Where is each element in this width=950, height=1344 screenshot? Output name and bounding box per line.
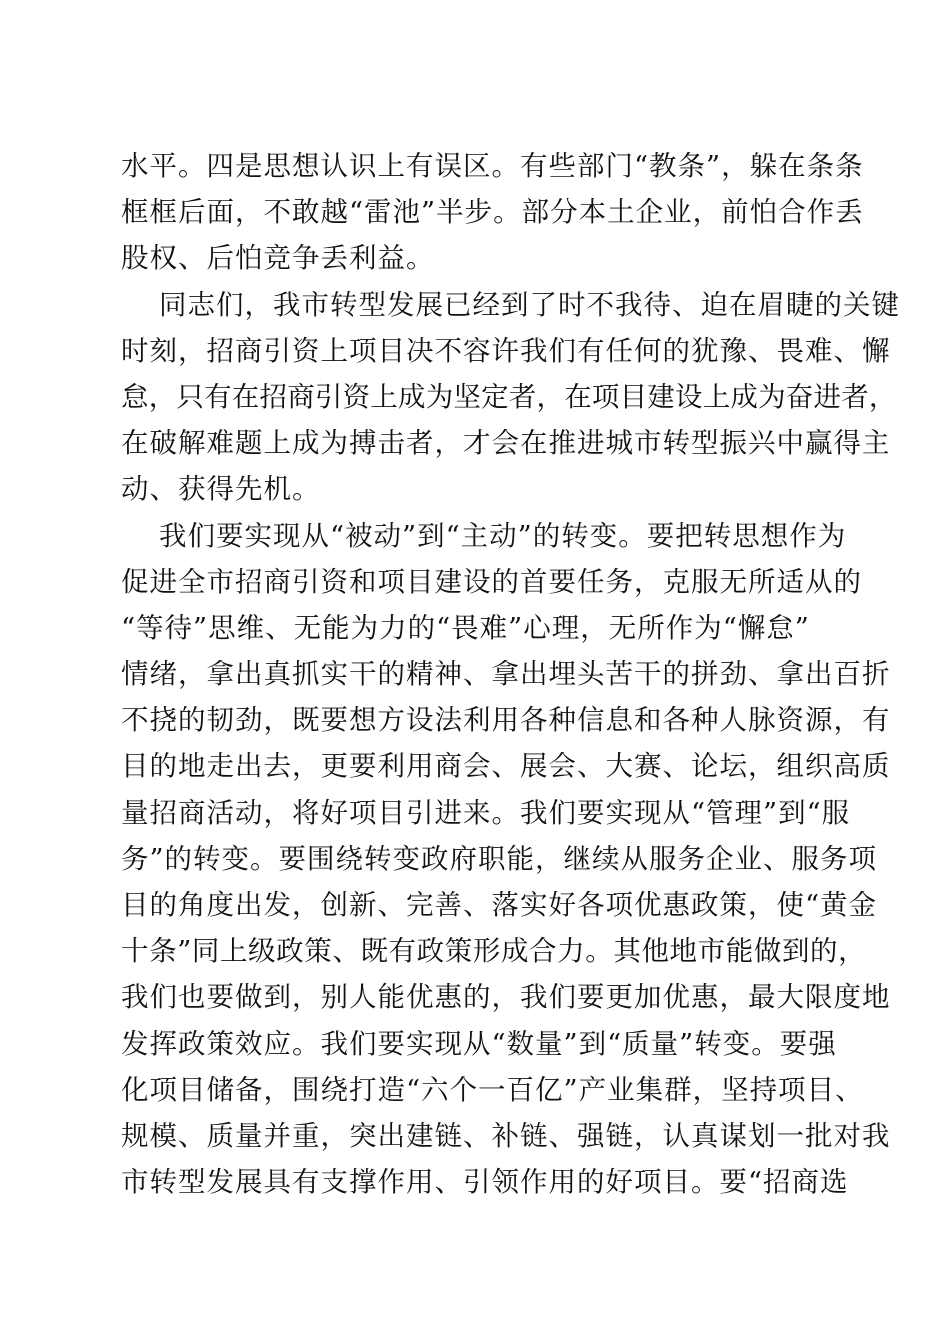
text-line: 不挠的韧劲，既要想方设法利用各种信息和各种人脉资源，有 [121,704,891,737]
text-line: 在破解难题上成为搏击者，才会在推进城市转型振兴中赢得主 [121,427,891,460]
text-line: 务”的转变。要围绕转变政府职能，继续从服务企业、服务项 [121,842,878,875]
text-line: 十条”同上级政策、既有政策形成合力。其他地市能做到的， [121,935,867,968]
text-line: 目的角度出发，创新、完善、落实好各项优惠政策，使“黄金 [121,889,878,921]
text-line: 股权、后怕竞争丢利益。 [121,242,435,275]
text-line: 情绪，拿出真抓实干的精神、拿出埋头苦干的拼劲、拿出百折 [121,658,891,691]
text-line: 时刻，招商引资上项目决不容许我们有任何的犹豫、畏难、懈 [121,334,891,367]
text-line: 量招商活动，将好项目引进来。我们要实现从“管理”到“服 [121,796,851,829]
text-line: 框框后面，不敢越“雷池”半步。部分本土企业，前怕合作丢 [121,196,864,229]
text-line: 发挥政策效应。我们要实现从“数量”到“质量”转变。要强 [121,1027,837,1060]
text-line: 规模、质量并重，突出建链、补链、强链，认真谋划一批对我 [121,1119,891,1152]
text-line: 水平。四是思想认识上有误区。有些部门“教条”，躲在条条 [121,150,864,182]
text-line: 动、获得先机。 [121,473,321,506]
text-line: 市转型发展具有支撑作用、引领作用的好项目。要“招商选 [121,1166,849,1199]
body-text [121,143,900,1205]
text-line: 化项目储备，围绕打造“六个一百亿”产业集群，坚持项目、 [121,1073,864,1106]
text-line: 我们也要做到，别人能优惠的，我们要更加优惠，最大限度地 [121,981,891,1014]
text-line: “等待”思维、无能为力的“畏难”心理，无所作为“懈怠” [121,611,810,644]
text-line: 同志们，我市转型发展已经到了时不我待、迫在眉睫的关键 [159,288,900,321]
text-line: 目的地走出去，更要利用商会、展会、大赛、论坛，组织高质 [121,750,891,783]
text-line: 怠，只有在招商引资上成为坚定者，在项目建设上成为奋进者， [121,380,897,413]
text-line: 我们要实现从“被动”到“主动”的转变。要把转思想作为 [159,519,847,552]
text-line: 促进全市招商引资和项目建设的首要任务，克服无所适从的 [121,565,862,598]
